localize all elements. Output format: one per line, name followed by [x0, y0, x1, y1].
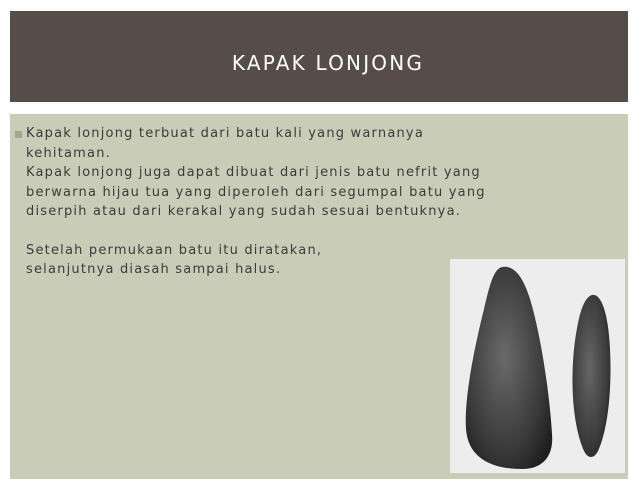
text-line: diserpih atau dari kerakal yang sudah sesuai bentuknya.: [26, 204, 462, 219]
text-line: Kapak lonjong terbuat dari batu kali yang warnanya: [26, 126, 424, 141]
text-line: kehitaman.: [26, 145, 111, 161]
slide-title: KAPAK LONJONG: [231, 50, 425, 75]
stone-axe-photo: [450, 259, 625, 473]
text-line: Setelah permukaan batu itu diratakan,: [26, 242, 323, 258]
text-line: Kapak lonjong juga dapat dibuat dari jenis batu nefrit yang: [26, 165, 481, 180]
square-bullet-icon: [15, 131, 22, 138]
text-line: selanjutnya diasah sampai halus.: [26, 262, 282, 277]
body-text: [26, 124, 586, 280]
title-bar: [10, 11, 628, 102]
content-area: [10, 114, 628, 479]
text-line: berwarna hijau tua yang diperoleh dari segumpal batu yang: [26, 184, 486, 200]
